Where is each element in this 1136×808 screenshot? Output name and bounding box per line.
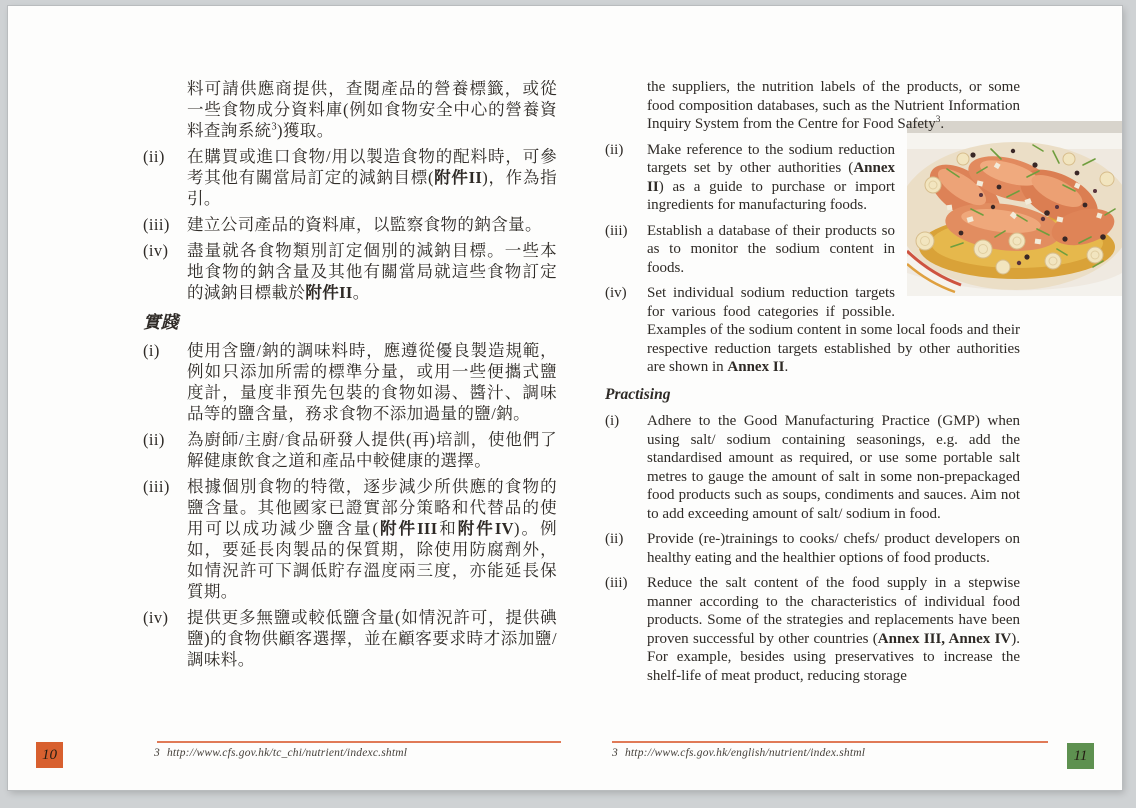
footnote-left bbox=[154, 747, 407, 759]
list-item bbox=[605, 574, 1020, 685]
footnote-marker: 3 bbox=[612, 747, 618, 759]
list-item-text: 盡量就各食物類別訂定個別的減鈉目標。一些本地食物的鈉含量及其他有關當局就這些食物訂定的減鈉目標載於附件II。 bbox=[187, 241, 557, 302]
list-marker: (ii) bbox=[143, 147, 165, 166]
list-item-text: Provide (re-)trainings to cooks/ chefs/ product developers on healthy eating and the healthier options of food products. bbox=[647, 531, 1020, 566]
list-item-text: Establish a database of their products so as to monitor the sodium content in foods. bbox=[647, 222, 895, 276]
list-item-text: Adhere to the Good Manufacturing Practice (GMP) when using salt/ sodium containing seasonings, e.g. add the standardised amount as required, or use some portable salt metres to gauge the amount of salt in some non-prepackaged food products such as soups, condiments and sauces. Aim not to add exceeding amount of salt/ sodium in food. bbox=[647, 413, 1020, 522]
footnote-url: http://www.cfs.gov.hk/english/nutrient/index.shtml bbox=[624, 747, 866, 759]
section-heading-practice-cn: 實踐 bbox=[143, 312, 179, 332]
list-item-text: Make reference to the sodium reduction targets set by other authorities (Annex II) as a guide to purchase or import ingredients for manufacturing foods. bbox=[647, 141, 895, 213]
list-item bbox=[143, 340, 557, 424]
list-marker: (ii) bbox=[143, 430, 165, 449]
list-marker: (iii) bbox=[143, 215, 170, 234]
list-item-text: 建立公司產品的資料庫，以監察食物的鈉含量。 bbox=[187, 215, 542, 234]
list-item bbox=[143, 607, 557, 670]
list-item bbox=[143, 240, 557, 303]
list-marker: (ii) bbox=[605, 531, 624, 547]
list-marker: (iv) bbox=[143, 608, 169, 627]
list-marker: (iii) bbox=[143, 477, 170, 496]
list-item-text: 在購買或進口食物/用以製造食物的配料時，可參考其他有關當局訂定的減鈉目標(附件II)，作為指引。 bbox=[187, 147, 557, 208]
list-marker: (ii) bbox=[605, 141, 624, 158]
list-marker: (i) bbox=[605, 413, 620, 429]
list-item bbox=[605, 412, 1020, 523]
page-left-column bbox=[143, 78, 557, 675]
list-item-text: Reduce the salt content of the food supply in a stepwise manner according to the characteristics of individual food products. Some of the strategies and replacements have been proven successful by other countries (Annex III, Annex IV). For example, besides using preservatives to increase the shelf-life of meat product, reducing storage bbox=[647, 575, 1020, 684]
footnote-url: http://www.cfs.gov.hk/tc_chi/nutrient/indexc.shtml bbox=[166, 747, 408, 759]
list-item bbox=[605, 530, 1020, 567]
document-spread bbox=[8, 6, 1122, 790]
list-marker: (iv) bbox=[605, 285, 627, 301]
list-item bbox=[143, 476, 557, 602]
list-item-text: 根據個別食物的特徵，逐步減少所供應的食物的鹽含量。其他國家已證實部分策略和代替品的使用可以成功減少鹽含量(附件III和附件IV)。例如，要延長肉製品的保質期，除使用防腐劑外，如情況許可下調低貯存溫度兩三度，亦能延長保質期。 bbox=[187, 477, 557, 601]
intro-paragraph: the suppliers, the nutrition labels of the products, or some food composition databases, such as the Nutrient Information Inquiry System from the Centre for Food Safety$^3$. bbox=[647, 79, 1020, 132]
section-heading-practising-en: Practising bbox=[605, 385, 671, 403]
list-item bbox=[605, 284, 1020, 377]
list-item bbox=[605, 141, 1020, 215]
list-marker: (iv) bbox=[143, 241, 169, 260]
list-item-text: 提供更多無鹽或較低鹽含量(如情況許可，提供碘鹽)的食物供顧客選擇，並在顧客要求時才添加鹽/調味料。 bbox=[187, 608, 557, 669]
footnote-marker: 3 bbox=[154, 747, 160, 759]
list-item-text: Set individual sodium reduction targets for various food categories if possible. Examples of the sodium content in some local foods and their respective reduction targets established by other authorities are shown in Annex II. bbox=[647, 285, 1020, 375]
page-number-badge-right: 11 bbox=[1067, 743, 1094, 769]
footnote-right bbox=[612, 747, 865, 759]
intro-paragraph: 料可請供應商提供，查閱產品的營養標籤，或從一些食物成分資料庫(例如食物安全中心的營養資料查詢系統$^3$)獲取。 bbox=[187, 79, 557, 140]
list-item-text: 使用含鹽/鈉的調味料時，應遵從優良製造規範，例如只添加所需的標準分量，或用一些便攜式鹽度計，量度非預先包裝的食物如湯、醬汁、調味品等的鹽含量，務求食物不添加過量的鹽/鈉。 bbox=[187, 341, 557, 423]
list-item bbox=[605, 222, 1020, 278]
page-right-column bbox=[605, 78, 1020, 692]
footnote-rule-left bbox=[157, 741, 561, 743]
page-number-badge-left: 10 bbox=[36, 742, 63, 768]
list-marker: (iii) bbox=[605, 222, 628, 239]
list-item-text: 為廚師/主廚/食品研發人提供(再)培訓，使他們了解健康飲食之道和產品中較健康的選擇。 bbox=[187, 430, 557, 470]
list-item bbox=[143, 146, 557, 209]
footnote-rule-right bbox=[612, 741, 1048, 743]
list-marker: (i) bbox=[143, 341, 160, 360]
list-item bbox=[143, 214, 557, 235]
list-marker: (iii) bbox=[605, 575, 628, 591]
list-item bbox=[143, 429, 557, 471]
